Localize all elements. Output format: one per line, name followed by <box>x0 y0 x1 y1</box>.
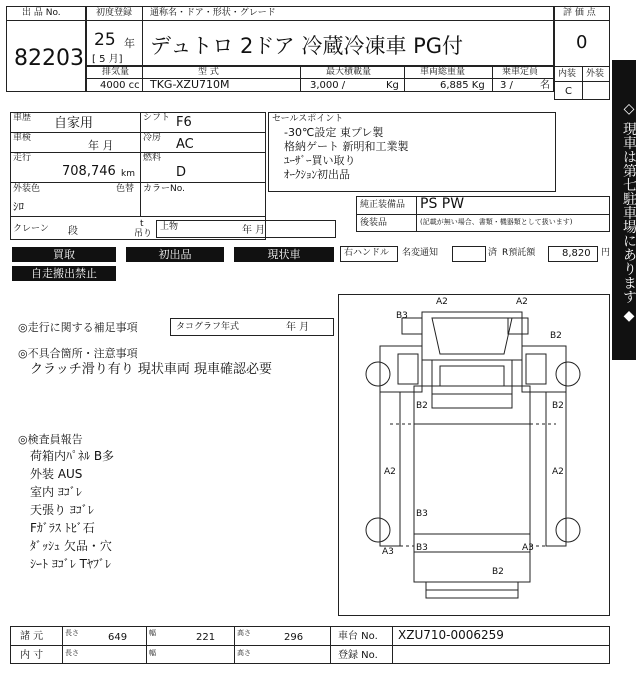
sales-point-line: ﾕｰｻﾞｰ買い取り <box>284 154 356 167</box>
first-reg-year: 25 <box>94 30 116 50</box>
status-badge-asis: 現状車 <box>234 247 334 262</box>
defects-title: ◎不具合箇所・注意事項 <box>18 347 138 360</box>
mileage-unit: km <box>121 169 135 179</box>
damage-mark: A3 <box>522 543 534 553</box>
box-top <box>414 386 530 552</box>
sales-point-line: 格納ゲート 新明和工業製 <box>284 140 409 153</box>
damage-mark: B3 <box>416 543 428 553</box>
height-value: 296 <box>284 632 304 643</box>
handle-label: 右ハンドル <box>344 248 390 258</box>
lot-label: 出 品 No. <box>22 8 61 18</box>
disp-value: 4000 cc <box>100 80 140 91</box>
eval-label: 評 価 点 <box>563 8 596 18</box>
side-banner: ◇ 現車は第七駐車場にあります ◆ <box>612 60 636 360</box>
disp-label: 排気量 <box>102 67 130 77</box>
width2-label: 幅 <box>149 649 156 657</box>
inspector-title: ◎検査員報告 <box>18 433 83 446</box>
damage-mark: A2 <box>552 467 564 477</box>
chassis-value: XZU710-0006259 <box>398 628 504 642</box>
body-date: 年 月 <box>242 225 266 236</box>
model-label: 通称名・ドア・形状・グレード <box>150 8 276 18</box>
sales-points-title: セールスポイント <box>272 114 344 124</box>
damage-mark: B2 <box>492 567 504 577</box>
damage-mark: A2 <box>516 297 528 307</box>
after-equipment-label: 後装品 <box>360 218 388 228</box>
crane-stage: 段 <box>68 226 78 237</box>
recycle-fee: 8,820 <box>562 248 591 259</box>
width-value: 221 <box>196 632 216 643</box>
defects-text: クラッチ滑り有り 現状車両 現車確認必要 <box>30 362 273 377</box>
model-name: デュトロ 2ドア 冷蔵冷凍車 PG付 <box>150 34 464 58</box>
length-label: 長さ <box>65 629 79 637</box>
running-title: ◎走行に関する補足事項 <box>18 321 138 334</box>
wheel-rear-left <box>366 518 390 542</box>
std-equipment-label: 純正装備品 <box>360 200 406 210</box>
inspector-line: ﾀﾞｯｼｭ 欠品・穴 <box>30 539 112 553</box>
namechange-label: 名変通知 <box>402 248 439 258</box>
damage-mark: B3 <box>416 509 428 519</box>
color-label: 外装色 <box>13 184 41 194</box>
damage-mark: B2 <box>416 401 428 411</box>
cap-label: 乗車定員 <box>502 67 539 77</box>
lot-number: 82203 <box>14 46 84 71</box>
ac-value: AC <box>176 137 194 152</box>
height2-label: 高さ <box>237 649 251 657</box>
inspector-line: Fｶﾞﾗｽ ﾄﾋﾞ石 <box>30 521 95 535</box>
tacho-value: 年 月 <box>286 322 310 333</box>
eval-score: 0 <box>576 32 588 53</box>
interior-label: 内装 <box>558 69 577 79</box>
sales-point-line: ｵｰｸｼｮﾝ初出品 <box>284 168 350 181</box>
inspection-value: 年 月 <box>88 139 114 152</box>
status-badge-first: 初出品 <box>126 247 224 262</box>
inspector-line: ｼｰﾄ ﾖｺﾞﾚ Tﾔﾌﾞﾚ <box>30 557 111 571</box>
height-label: 高さ <box>237 629 251 637</box>
reg-label: 登録 No. <box>338 650 378 661</box>
damage-mark: B2 <box>552 401 564 411</box>
shift-label: シフト <box>143 113 171 123</box>
cap-unit: 名 <box>540 80 550 91</box>
after-equipment-note: (記載が無い場合、書類・機器類として扱います) <box>420 218 573 226</box>
status-badge-buy: 買取 <box>12 247 116 262</box>
damage-mark: A2 <box>384 467 396 477</box>
inspector-line: 外装 AUS <box>30 467 83 481</box>
tacho-label: タコグラフ年式 <box>176 322 240 332</box>
wheel-rear-right <box>556 518 580 542</box>
sales-point-line: -30℃設定 東プレ製 <box>284 126 384 139</box>
damage-mark: A3 <box>382 547 394 557</box>
damage-mark: B2 <box>550 331 562 341</box>
length-value: 649 <box>108 632 128 643</box>
inspector-line: 天張り ﾖｺﾞﾚ <box>30 503 94 517</box>
prohibit-badge: 自走搬出禁止 <box>12 266 116 281</box>
year-unit: 年 <box>124 37 135 50</box>
gross-label: 車両総重量 <box>420 67 466 77</box>
spec-label: 諸 元 <box>20 631 44 642</box>
crane-label: クレーン <box>13 224 49 234</box>
history-value: 自家用 <box>54 116 94 131</box>
cab-front <box>432 360 512 408</box>
exterior-label: 外装 <box>586 69 605 79</box>
colorno-label2: カラーNo. <box>143 184 185 194</box>
first-reg-month: [ 5 月] <box>92 54 123 65</box>
width-label: 幅 <box>149 629 156 637</box>
colorno-label: 色替 <box>116 184 135 194</box>
std-equipment-value: PS PW <box>420 196 465 212</box>
chassis-label: 車台 No. <box>338 631 378 642</box>
cap-value: 3 / <box>500 80 513 91</box>
interior-dim-label: 内 寸 <box>20 650 44 661</box>
recycle-unit: 円 <box>601 248 611 258</box>
recycle-label: 済 <box>488 248 498 258</box>
type-value: TKG-XZU710M <box>150 78 230 91</box>
recycle-fee-label: R預託額 <box>502 248 536 258</box>
interior-grade: C <box>565 86 572 97</box>
body-label: 上物 <box>160 222 179 232</box>
mileage-label: 走行 <box>13 153 32 163</box>
truck-diagram <box>338 294 610 616</box>
load-unit: Kg <box>386 80 399 91</box>
cab-top <box>422 312 522 360</box>
ac-label: 冷房 <box>143 133 162 143</box>
rear-view <box>414 552 530 582</box>
load-label: 最大積載量 <box>326 67 372 77</box>
namechange-box <box>452 246 486 262</box>
crane-ton: t <box>140 219 144 229</box>
type-label: 型 式 <box>198 67 219 77</box>
shift-value: F6 <box>176 115 192 130</box>
damage-mark: A2 <box>436 297 448 307</box>
inspector-line: 室内 ﾖｺﾞﾚ <box>30 485 82 499</box>
history-label: 車歴 <box>13 113 32 123</box>
wheel-front-left <box>366 362 390 386</box>
gross-value: 6,885 Kg <box>440 80 485 91</box>
color-value: ｼﾛ <box>13 200 24 213</box>
mileage-value: 708,746 <box>62 164 116 179</box>
load-value: 3,000 / <box>310 80 346 91</box>
inspector-line: 荷箱内ﾊﾟﾈﾙ B多 <box>30 449 115 463</box>
crane-hoist: 吊り <box>134 229 153 239</box>
damage-mark: B3 <box>396 311 408 321</box>
inspection-label: 車検 <box>13 133 32 143</box>
first-reg-label: 初度登録 <box>96 8 133 18</box>
length2-label: 長さ <box>65 649 79 657</box>
fuel-value: D <box>176 165 187 180</box>
wheel-front-right <box>556 362 580 386</box>
fuel-label: 燃料 <box>143 153 162 163</box>
